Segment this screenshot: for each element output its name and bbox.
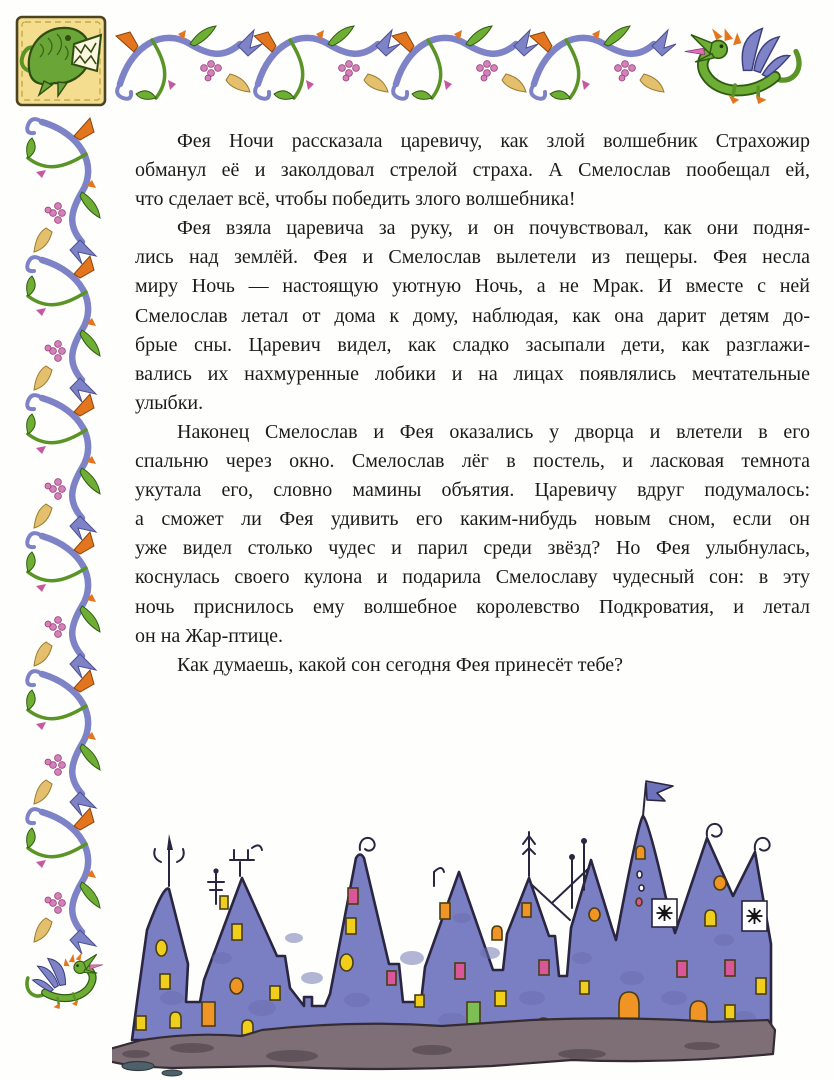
story-line: лись над землёй. Фея и Смелослав вылетели из пещеры. Фея несла (135, 246, 810, 269)
story-line: ночь приснилось ему волшебное королевство Подкроватия, и летал (135, 595, 810, 618)
left-border-dragon-icon (23, 949, 109, 1014)
left-border-ornament (13, 114, 111, 1078)
top-border-vine (116, 26, 676, 99)
spider-icon (657, 905, 673, 921)
castle-flag-icon (643, 781, 673, 816)
castle-window (495, 991, 506, 1006)
castle-window (348, 888, 358, 904)
castle-window (589, 908, 600, 921)
castle-window (522, 903, 531, 917)
puddle (122, 1062, 154, 1071)
castle-window (232, 924, 242, 940)
top-border-dragon-icon (685, 28, 799, 104)
castle-window (160, 974, 170, 989)
castle-window (136, 1016, 146, 1030)
castle-window (636, 898, 642, 906)
castle-window (170, 1012, 181, 1028)
castle-window (636, 846, 645, 859)
puddle (162, 1070, 182, 1076)
story-line: коснулась своего кулона и подарила Смелославу чудесный сон: в эту (135, 566, 810, 589)
castle-window (455, 963, 465, 979)
castle-window (637, 871, 642, 878)
castle-window (725, 1005, 735, 1019)
castle-window (756, 978, 766, 994)
castle-window (440, 903, 450, 919)
castle-window (714, 876, 726, 890)
story-line: укутала его, словно мамины объятия. Царевичу вдруг подумалось: (135, 479, 810, 502)
castle-window (725, 960, 735, 976)
castle-window (340, 954, 353, 971)
castle-window (705, 910, 716, 926)
story-line: брые сны. Царевич видел, как сладко засыпали дети, как разглажи- (135, 333, 810, 356)
castle-window (492, 926, 502, 940)
story-line: Фея Ночи рассказала царевичу, как злой волшебник Страхожир (177, 130, 810, 152)
story-line: миру Ночь — настоящую уютную Ночь, а не Мрак. И вместе с ней (135, 275, 810, 298)
story-line: уже видел столько чудес и парил среди звёзд? Но Фея улыбнулась, (135, 537, 810, 560)
castle-window (346, 918, 356, 934)
castle-window (539, 960, 549, 975)
story-line: улыбки. (135, 391, 204, 414)
castle-window (220, 896, 228, 909)
night-town-illustration (112, 768, 802, 1080)
story-line: Фея взяла царевича за руку, и он почувствовал, как они подня- (177, 217, 810, 240)
castle-window (639, 885, 644, 891)
castle-window (230, 978, 243, 994)
story-line: он на Жар-птице. (135, 624, 283, 647)
castle-window (415, 995, 424, 1007)
castle-window (677, 961, 687, 977)
story-line: Наконец Смелослав и Фея оказались у дворца и влетели в его (177, 420, 810, 443)
story-line: Как думаешь, какой сон сегодня Фея принесёт тебе? (177, 653, 623, 676)
story-line: вались их нахмуренные лобики и на лицах появлялись мечтательные (135, 362, 810, 385)
castle-window (202, 1002, 215, 1026)
story-text (135, 127, 810, 680)
story-line: что сделает всё, чтобы победить злого волшебника! (135, 188, 576, 211)
top-border-ornament (112, 14, 814, 112)
story-line: а сможет ли Фея удивить его каким-нибудь новым сном, если он (135, 508, 810, 531)
corner-dragon-fish-icon (14, 14, 108, 108)
corner-dragon-tile (14, 14, 108, 108)
story-line: Смелослав летал от дома к дому, наблюдая, как она дарит детям до- (135, 304, 810, 327)
castle-silhouette (132, 816, 771, 1040)
castle-window (387, 971, 396, 985)
story-line: спальню через окно. Смелослав лёг в постель, и ласковая темнота (135, 450, 810, 473)
castle-window (156, 940, 167, 956)
story-line: обманул её и заколдовал стрелой страха. А Смелослав пообещал ей, (135, 159, 810, 182)
castle-window (580, 981, 589, 994)
castle-window (270, 986, 280, 1000)
spider-icon (747, 908, 763, 924)
left-border-vine (27, 118, 100, 954)
